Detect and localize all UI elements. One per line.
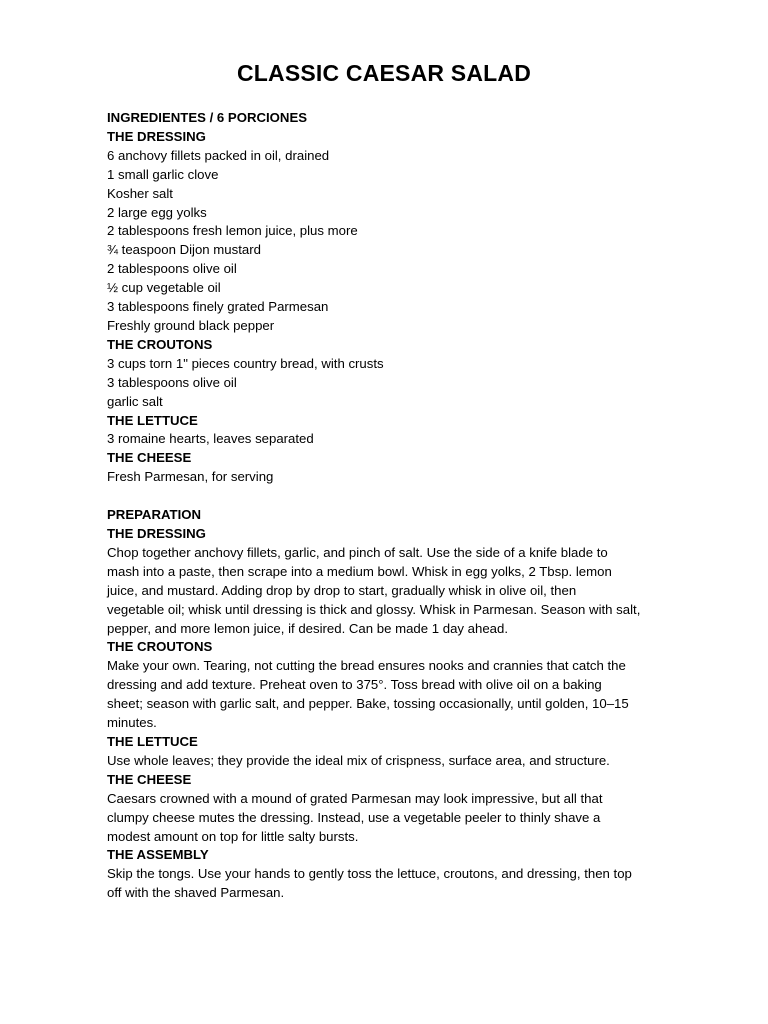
section-spacer [107, 487, 667, 506]
ingredient-item: 2 large egg yolks [107, 204, 207, 220]
prep-cheese-text: Caesars crowned with a mound of grated Parmesan may look impressive, but all that [107, 790, 603, 806]
recipe-content [107, 109, 667, 903]
prep-cheese-text: modest amount on top for little salty bursts. [107, 828, 359, 844]
ingredient-item: 1 small garlic clove [107, 166, 219, 182]
ingredient-item: 3 tablespoons olive oil [107, 374, 237, 390]
ingredients-lettuce-heading: THE LETTUCE [107, 412, 198, 428]
ingredient-item: 3 tablespoons finely grated Parmesan [107, 299, 329, 315]
prep-lettuce-heading: THE LETTUCE [107, 734, 198, 749]
ingredients-dressing-heading: THE DRESSING [107, 128, 206, 144]
ingredient-item: 2 tablespoons fresh lemon juice, plus more [107, 223, 358, 239]
ingredient-item: Freshly ground black pepper [107, 317, 275, 333]
ingredient-item: 3 romaine hearts, leaves separated [107, 431, 314, 447]
prep-dressing-heading: THE DRESSING [107, 526, 206, 542]
prep-croutons-text: sheet; season with garlic salt, and pepper. Bake, tossing occasionally, until golden, 10–15 [107, 696, 629, 712]
ingredient-item: 6 anchovy fillets packed in oil, drained [107, 147, 330, 163]
ingredient-item: ½ cup vegetable oil [107, 280, 221, 296]
ingredient-item: ¾ teaspoon Dijon mustard [107, 242, 261, 258]
prep-croutons-text: minutes. [107, 715, 157, 731]
prep-croutons-text: dressing and add texture. Preheat oven to 375°. Toss bread with olive oil on a baking [107, 677, 602, 693]
prep-lettuce-text: Use whole leaves; they provide the ideal mix of crispness, surface area, and structure. [107, 752, 610, 768]
ingredients-heading: INGREDIENTES / 6 PORCIONES [107, 110, 308, 125]
prep-croutons-heading: THE CROUTONS [107, 639, 213, 655]
prep-cheese-text: clumpy cheese mutes the dressing. Instead, use a vegetable peeler to thinly shave a [107, 809, 601, 825]
ingredient-item: Kosher salt [107, 185, 173, 201]
preparation-heading: PREPARATION [107, 507, 202, 523]
prep-assembly-heading: THE ASSEMBLY [107, 847, 209, 863]
prep-dressing-text: pepper, and more lemon juice, if desired. Can be made 1 day ahead. [107, 620, 509, 636]
prep-dressing-text: mash into a paste, then scrape into a medium bowl. Whisk in egg yolks, 2 Tbsp. lemon [107, 563, 612, 579]
prep-croutons-text: Make your own. Tearing, not cutting the bread ensures nooks and crannies that catch the [107, 658, 626, 674]
ingredient-item: 2 tablespoons olive oil [107, 261, 237, 277]
ingredient-item: garlic salt [107, 393, 163, 409]
prep-dressing-text: Chop together anchovy fillets, garlic, and pinch of salt. Use the side of a knife blade to [107, 544, 608, 560]
ingredients-croutons-heading: THE CROUTONS [107, 336, 213, 352]
ingredient-item: 3 cups torn 1" pieces country bread, with crusts [107, 355, 384, 371]
prep-assembly-text: Skip the tongs. Use your hands to gently toss the lettuce, croutons, and dressing, then top [107, 866, 632, 882]
recipe-title: CLASSIC CAESAR SALAD [236, 60, 532, 86]
ingredients-cheese-heading: THE CHEESE [107, 450, 192, 466]
prep-dressing-text: vegetable oil; whisk until dressing is thick and glossy. Whisk in Parmesan. Season with salt, [107, 601, 641, 617]
prep-cheese-heading: THE CHEESE [107, 771, 192, 787]
prep-assembly-text: off with the shaved Parmesan. [107, 885, 285, 901]
ingredient-item: Fresh Parmesan, for serving [107, 469, 274, 485]
prep-dressing-text: juice, and mustard. Adding drop by drop to start, gradually whisk in olive oil, then [107, 582, 577, 598]
